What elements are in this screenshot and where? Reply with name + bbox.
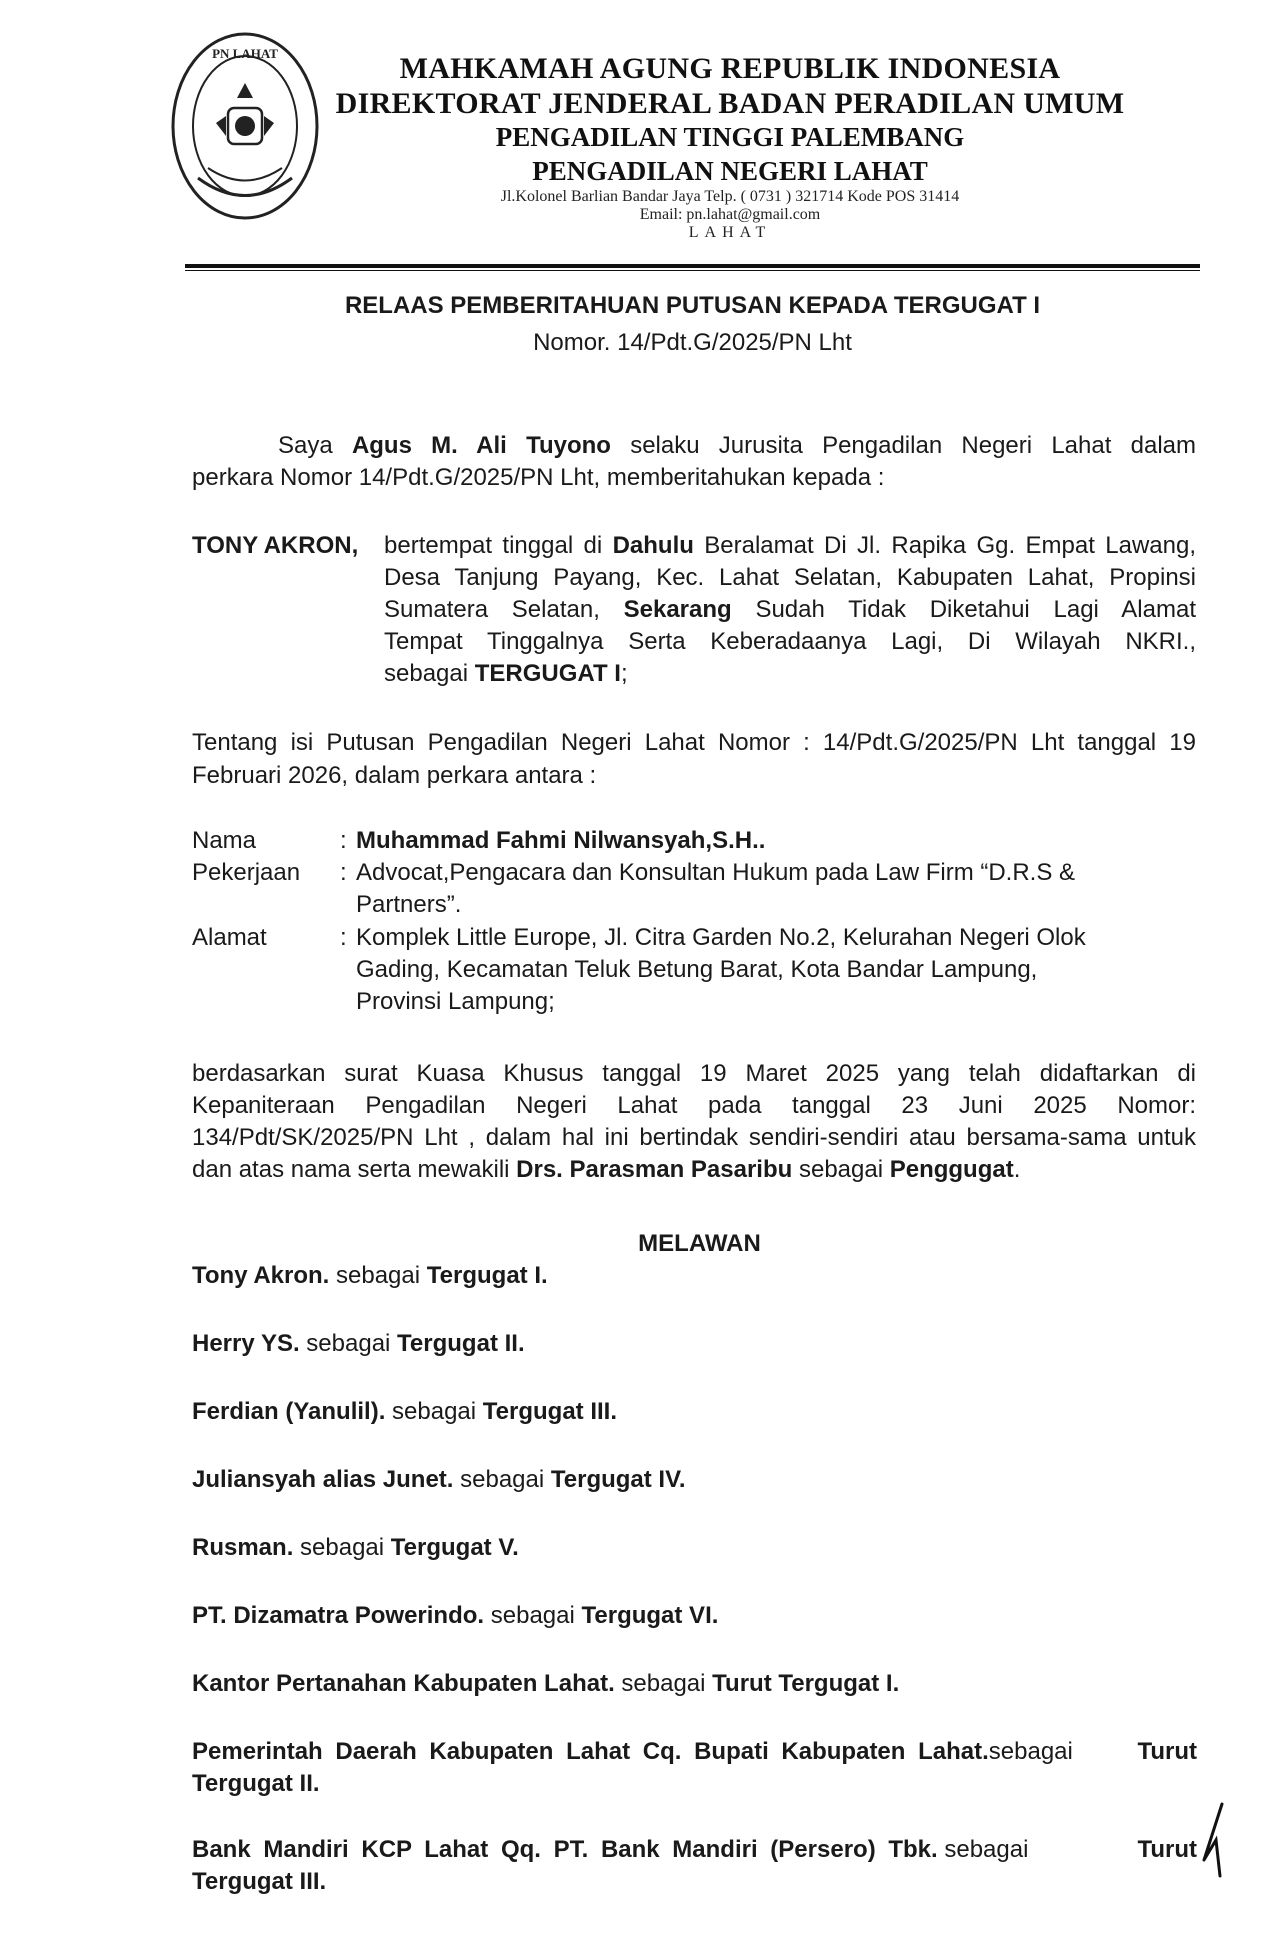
party-name: Rusman.	[192, 1534, 294, 1561]
party-name: Bank Mandiri KCP Lahat Qq. PT. Bank Mandiri (Persero) Tbk.	[192, 1836, 938, 1863]
party-sebagai: sebagai	[336, 1262, 421, 1289]
intro-rest: selaku Jurusita Pengadilan Negeri Lahat dalam	[630, 432, 1196, 459]
party-role: Tergugat II.	[397, 1330, 525, 1357]
party-role: Tergugat IV.	[550, 1466, 686, 1493]
nama-value: Muhammad Fahmi Nilwansyah,S.H..	[356, 827, 766, 854]
handwritten-initial	[1194, 1800, 1234, 1880]
party-9-role-1: Turut	[1137, 1836, 1197, 1863]
kuasa-line-4	[192, 1154, 1196, 1186]
intro-line-1	[278, 430, 1196, 462]
recipient-line-1	[384, 530, 1196, 562]
party-sebagai: sebagai	[988, 1738, 1073, 1765]
party-role: Turut Tergugat I.	[712, 1670, 900, 1697]
recipient-l5c: ;	[620, 660, 628, 687]
header-line-2: DIREKTORAT JENDERAL BADAN PERADILAN UMUM	[335, 87, 1125, 120]
party-role: Tergugat VI.	[581, 1602, 719, 1629]
party-role: Tergugat III.	[482, 1398, 618, 1425]
alamat-value-3: Provinsi Lampung;	[356, 988, 555, 1015]
recipient-line-4: Tempat Tinggalnya Serta Keberadaanya Lagi, Di Wilayah NKRI.,	[384, 628, 1196, 655]
kuasa-line-3: 134/Pdt/SK/2025/PN Lht , dalam hal ini bertindak sendiri-sendiri atau bersama-sama untuk	[192, 1124, 1196, 1151]
kuasa-l4c: sebagai	[798, 1156, 884, 1183]
intro-line-2: perkara Nomor 14/Pdt.G/2025/PN Lht, memberitahukan kepada :	[192, 464, 885, 491]
party-8-role-2: Tergugat II.	[192, 1770, 320, 1797]
alamat-value-1: Komplek Little Europe, Jl. Citra Garden No.2, Kelurahan Negeri Olok	[356, 924, 1086, 951]
recipient-l1c: Beralamat Di Jl. Rapika Gg. Empat Lawang,	[704, 532, 1197, 559]
alamat-value-2: Gading, Kecamatan Teluk Betung Barat, Kota Bandar Lampung,	[356, 956, 1038, 983]
party-name: Pemerintah Daerah Kabupaten Lahat Cq. Bupati Kabupaten Lahat.	[192, 1738, 989, 1765]
recipient-l3c: Sudah Tidak Diketahui Lagi Alamat	[755, 596, 1196, 623]
kuasa-l4a: dan atas nama serta mewakili	[192, 1156, 510, 1183]
recipient-line-3	[384, 594, 1196, 626]
party-name: Ferdian (Yanulil).	[192, 1398, 386, 1425]
party-name: Kantor Pertanahan Kabupaten Lahat.	[192, 1670, 615, 1697]
tentang-line-1: Tentang isi Putusan Pengadilan Negeri Lahat Nomor : 14/Pdt.G/2025/PN Lht tanggal 19	[192, 729, 1196, 756]
recipient-l1b: Dahulu	[612, 532, 694, 559]
bailiff-name: Agus M. Ali Tuyono	[351, 432, 611, 459]
party-9-role-2: Tergugat III.	[192, 1868, 327, 1895]
kuasa-line-1: berdasarkan surat Kuasa Khusus tanggal 19 Maret 2025 yang telah didaftarkan di	[192, 1060, 1196, 1087]
recipient-line-2: Desa Tanjung Payang, Kec. Lahat Selatan, Kabupaten Lahat, Propinsi	[384, 564, 1196, 591]
party-8	[192, 1736, 1196, 1768]
party-sebagai: sebagai	[621, 1670, 706, 1697]
court-seal-logo	[168, 28, 323, 225]
party-name: Herry YS.	[192, 1330, 300, 1357]
party-7	[192, 1668, 899, 1700]
party-sebagai: sebagai	[306, 1330, 391, 1357]
pekerjaan-label: Pekerjaan	[192, 859, 301, 886]
melawan-heading: MELAWAN	[638, 1230, 761, 1257]
recipient-l3b: Sekarang	[623, 596, 732, 623]
nama-colon: :	[340, 827, 347, 854]
intro-saya: Saya	[278, 432, 333, 459]
tentang-line-2: Februari 2026, dalam perkara antara :	[192, 762, 597, 789]
header-line-4: PENGADILAN NEGERI LAHAT	[532, 156, 928, 186]
party-4	[192, 1464, 686, 1496]
party-8-role-1: Turut	[1137, 1738, 1197, 1765]
pekerjaan-colon: :	[340, 859, 347, 886]
nama-label: Nama	[192, 827, 257, 854]
recipient-line-5	[384, 658, 1196, 690]
header-divider-thin	[185, 270, 1200, 271]
kuasa-l4e: .	[1013, 1156, 1021, 1183]
party-sebagai: sebagai	[392, 1398, 477, 1425]
pekerjaan-value-2: Partners”.	[356, 891, 462, 918]
party-sebagai: sebagai	[944, 1836, 1029, 1863]
party-3	[192, 1396, 617, 1428]
party-9	[192, 1834, 1196, 1866]
svg-text:PN LAHAT: PN LAHAT	[212, 46, 278, 61]
recipient-role: TERGUGAT I	[474, 660, 621, 687]
document-title: RELAAS PEMBERITAHUAN PUTUSAN KEPADA TERGUGAT I	[344, 292, 1041, 319]
party-role: Tergugat I.	[426, 1262, 548, 1289]
header-divider-thick	[185, 264, 1200, 268]
recipient-name: TONY AKRON,	[192, 532, 359, 559]
kuasa-line-2: Kepaniteraan Pengadilan Negeri Lahat pada tanggal 23 Juni 2025 Nomor:	[192, 1092, 1196, 1119]
alamat-colon: :	[340, 924, 347, 951]
header-line-3: PENGADILAN TINGGI PALEMBANG	[495, 122, 965, 152]
header-line-1: MAHKAMAH AGUNG REPUBLIK INDONESIA	[399, 52, 1061, 85]
party-2	[192, 1328, 525, 1360]
party-name: Juliansyah alias Junet.	[192, 1466, 454, 1493]
principal-name: Drs. Parasman Pasaribu	[516, 1156, 793, 1183]
party-sebagai: sebagai	[300, 1534, 385, 1561]
party-role: Tergugat V.	[390, 1534, 519, 1561]
party-6	[192, 1600, 718, 1632]
header-city: LAHAT	[688, 224, 772, 241]
principal-role: Penggugat	[889, 1156, 1014, 1183]
party-sebagai: sebagai	[460, 1466, 545, 1493]
header-address: Jl.Kolonel Barlian Bandar Jaya Telp. ( 0731 ) 321714 Kode POS 31414	[500, 188, 960, 205]
party-5	[192, 1532, 519, 1564]
party-name: PT. Dizamatra Powerindo.	[192, 1602, 485, 1629]
header-email: Email: pn.lahat@gmail.com	[639, 206, 821, 223]
pekerjaan-value-1: Advocat,Pengacara dan Konsultan Hukum pada Law Firm “D.R.S &	[356, 859, 1076, 886]
recipient-l1a: bertempat tinggal di	[384, 532, 603, 559]
party-1	[192, 1260, 548, 1292]
alamat-label: Alamat	[192, 924, 267, 951]
document-number: Nomor. 14/Pdt.G/2025/PN Lht	[533, 329, 852, 356]
recipient-l3a: Sumatera Selatan,	[384, 596, 600, 623]
party-sebagai: sebagai	[490, 1602, 575, 1629]
party-name: Tony Akron.	[192, 1262, 330, 1289]
recipient-l5a: sebagai	[384, 660, 469, 687]
